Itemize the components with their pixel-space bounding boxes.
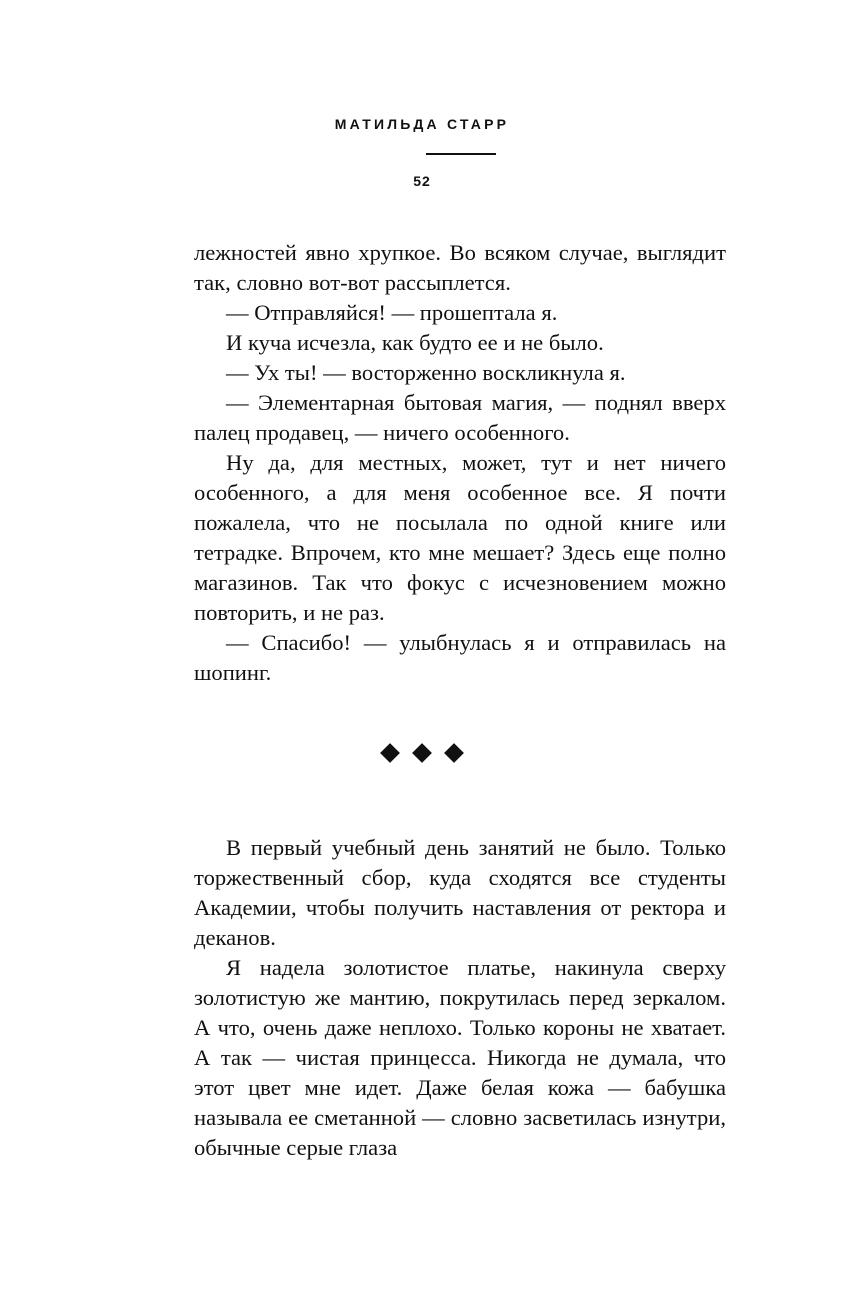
paragraph: лежностей явно хрупкое. Во всяком случае, выглядит так, словно вот-вот рассыплется. bbox=[194, 240, 726, 295]
paragraph: В первый учебный день занятий не было. Только торжественный сбор, куда сходятся все студенты Академии, чтобы получить наставления от ректора и деканов. bbox=[194, 835, 726, 950]
paragraph: Я надела золотистое платье, накинула сверху золотистую же мантию, покрутилась перед зеркалом. А что, очень даже неплохо. Только короны не хватает. А так — чистая принцесса. Никогда не думала, что этот цвет мне идет. Даже белая кожа — бабушка называла ее сметанной — словно засветилась изнутри, обычные серые глаза bbox=[194, 955, 726, 1160]
paragraph: Ну да, для местных, может, тут и нет ничего особенного, а для меня особенное все. Я почти пожалела, что не посылала по одной книге или тетрадке. Впрочем, кто мне мешает? Здесь еще полно магазинов. Так что фокус с исчезновением можно повторить, и не раз. bbox=[194, 450, 726, 625]
paragraph: — Отправляйся! — прошептала я. bbox=[226, 300, 558, 325]
paragraph: — Спасибо! — улыбнулась я и отправилась на шопинг. bbox=[194, 630, 726, 685]
section-separator bbox=[0, 746, 844, 760]
diamond-icon bbox=[380, 743, 400, 763]
diamond-icon bbox=[412, 743, 432, 763]
paragraph: — Элементарная бытовая магия, — поднял вверх палец продавец, — ничего особенного. bbox=[194, 390, 726, 445]
header-rule bbox=[426, 153, 496, 155]
diamond-icon bbox=[444, 743, 464, 763]
paragraph: И куча исчезла, как будто ее и не было. bbox=[226, 330, 604, 355]
paragraph: — Ух ты! — восторженно воскликнула я. bbox=[226, 360, 626, 385]
running-head-author: МАТИЛЬДА СТАРР bbox=[334, 116, 510, 132]
page-number: 52 bbox=[413, 173, 431, 189]
text-section-one bbox=[194, 238, 726, 688]
text-section-two bbox=[194, 833, 726, 1163]
